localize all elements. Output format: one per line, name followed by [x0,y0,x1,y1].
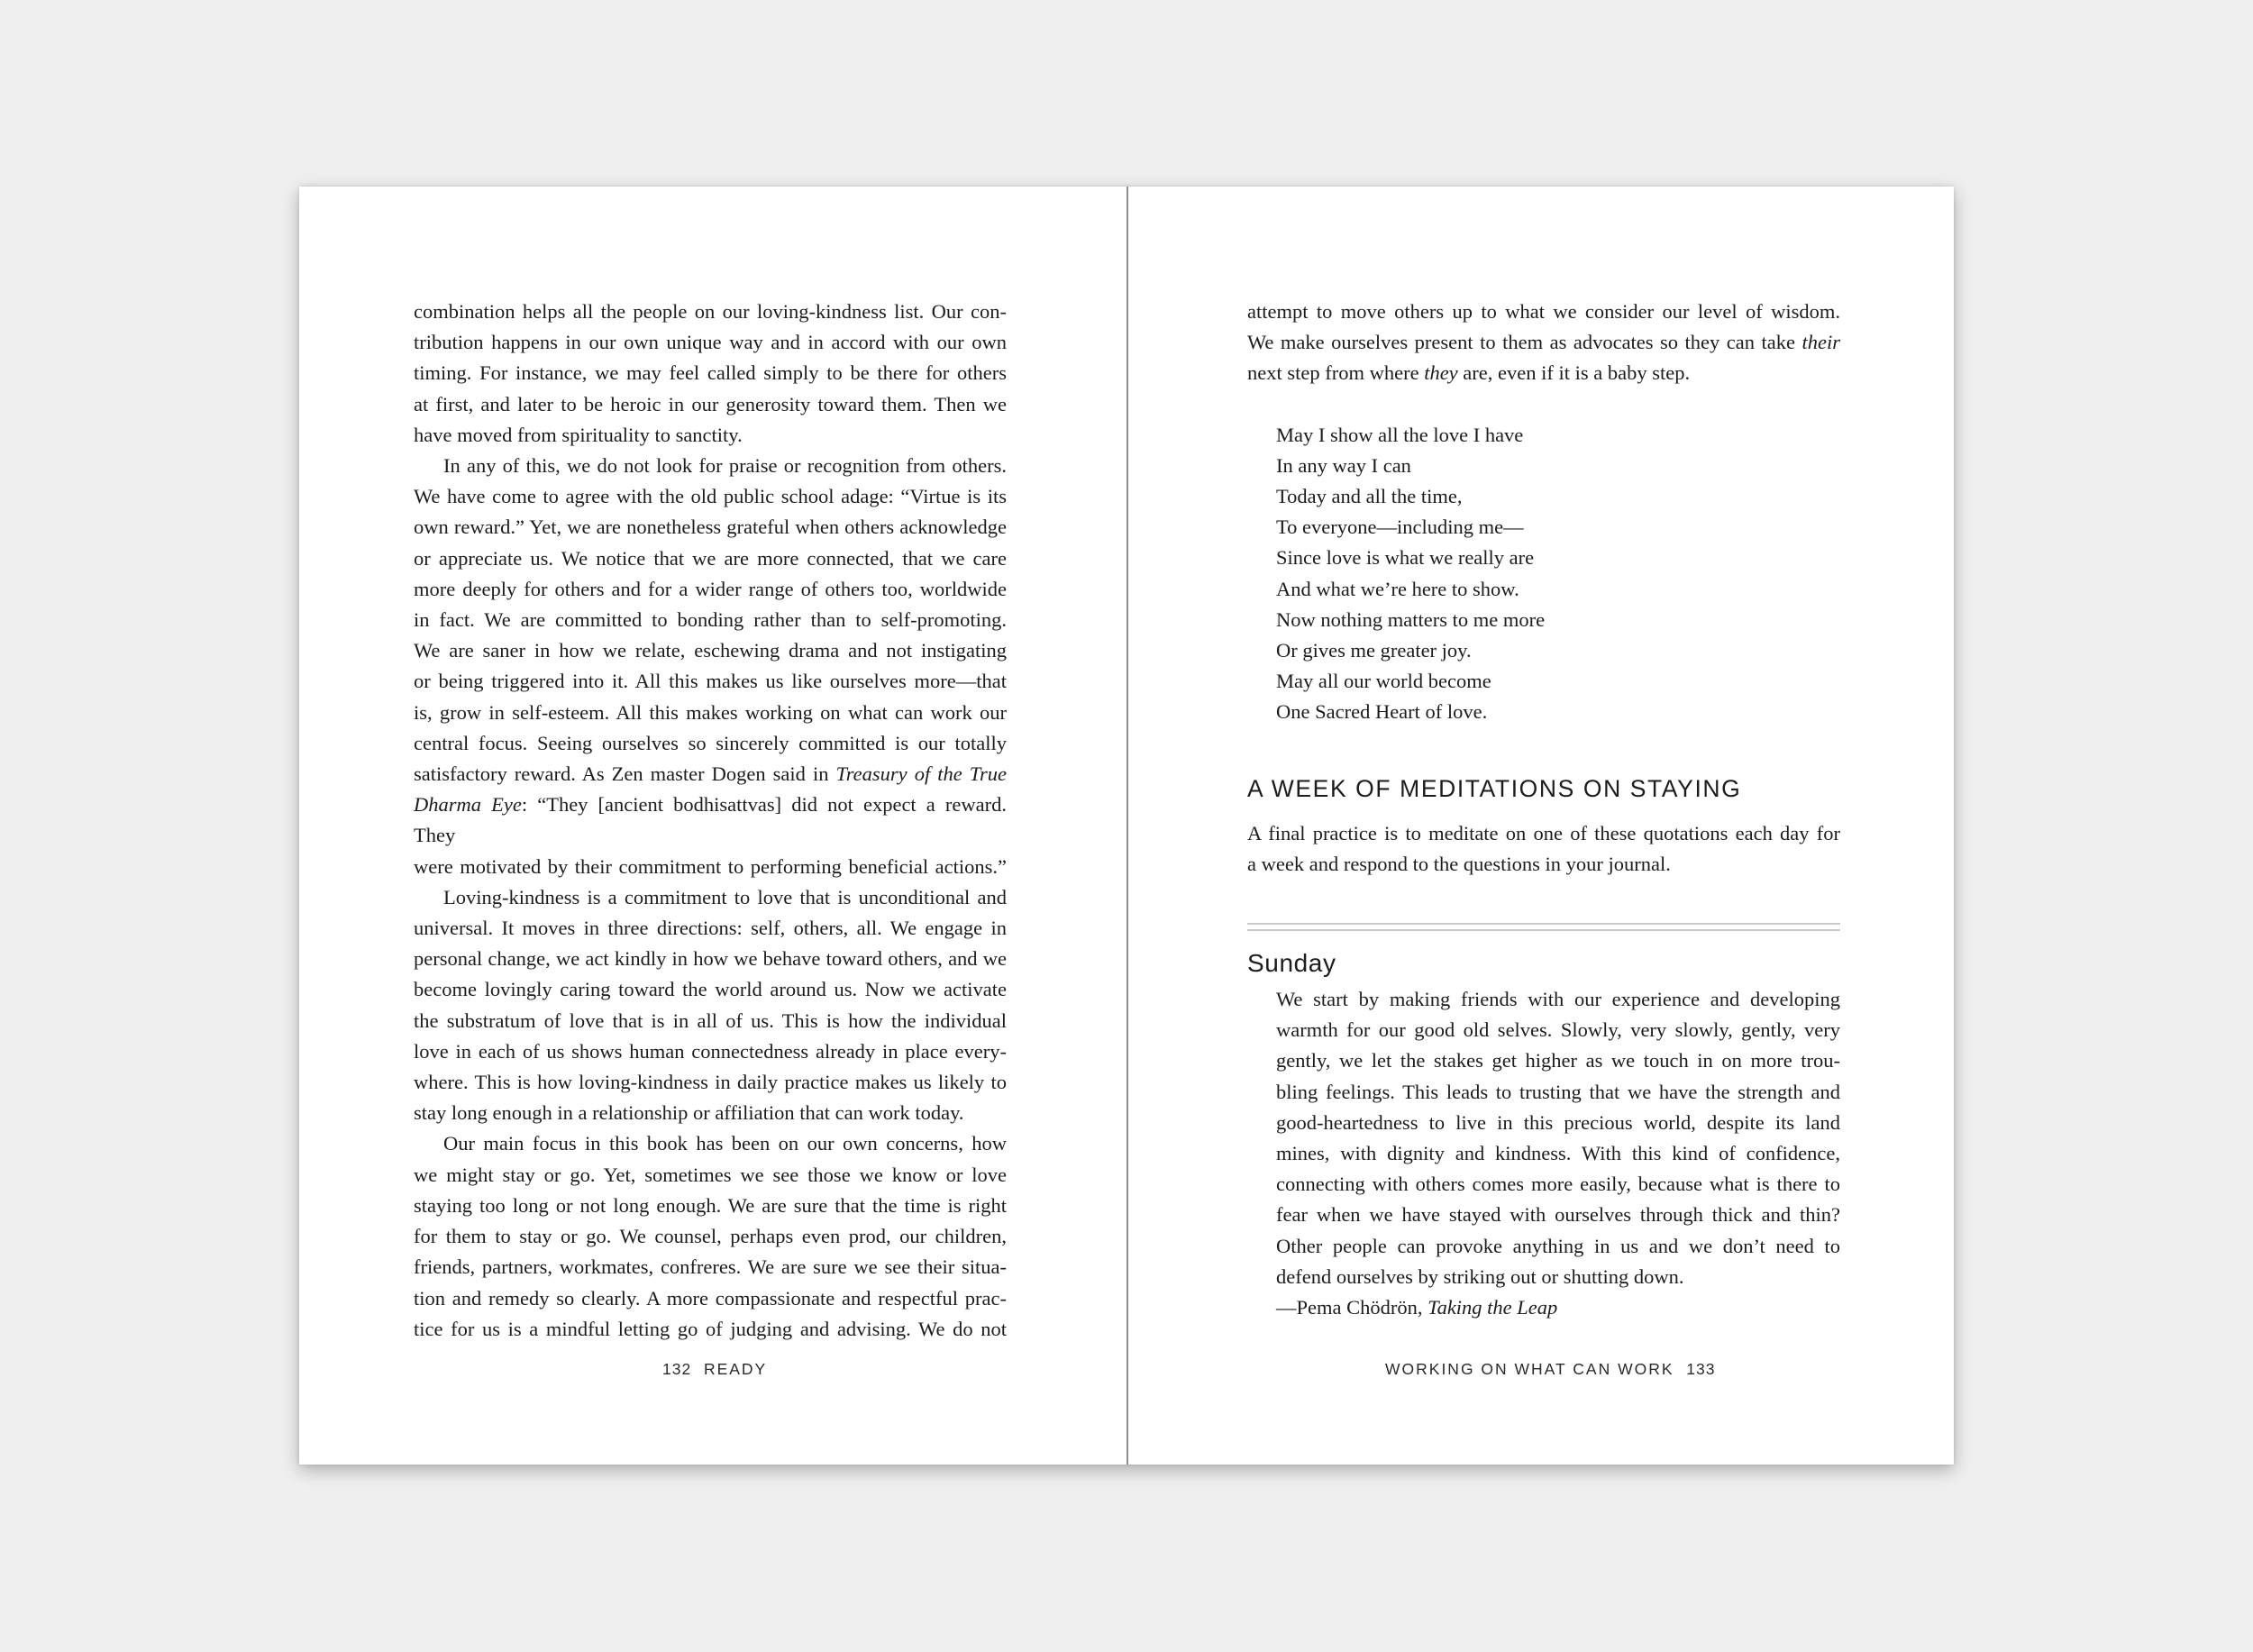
text-line: is, grow in self-esteem. All this makes working on what can work our [414,700,1007,724]
book-title: Treasury of the True [835,762,1008,786]
subheading-sunday: Sunday [1247,949,1336,978]
text-line: universal. It moves in three directions: self, others, all. We engage in [414,917,1007,940]
text-line [414,759,1007,789]
text-line: tion and remedy so clearly. A more compassionate and respectful prac- [414,1286,1007,1310]
text-line: a week and respond to the questions in your journal. [1247,852,1671,875]
text-line: for them to stay or go. We counsel, perhaps even prod, our children, [414,1225,1007,1248]
text-run: next step from where [1247,361,1425,385]
running-head: WORKING ON WHAT CAN WORK [1385,1360,1674,1378]
text-line: We are saner in how we relate, eschewing drama and not instigating [414,639,1007,662]
text-line: gently, we let the stakes get higher as we touch in on more trou- [1276,1049,1840,1072]
poem-line: Since love is what we really are [1276,546,1535,570]
text-line [1247,358,1840,388]
text-run: are, even if it is a baby step. [1457,361,1691,385]
left-folio [662,1360,767,1379]
text-line: Loving-kindness is a commitment to love that is unconditional and [443,885,1007,908]
text-line: more deeply for others and for a wider range of others too, worldwide [414,577,1007,600]
right-page-body [1247,297,1840,1323]
left-page-body [414,297,1007,1345]
poem-line: Today and all the time, [1276,485,1463,508]
text-line: tice for us is a mindful letting go of judging and advising. We do not [414,1317,1007,1340]
text-line: in fact. We are committed to bonding rather than to self-promoting. [414,608,1007,632]
poem [1276,420,1840,728]
poem-line: Or gives me greater joy. [1276,639,1472,662]
page-number: 133 [1686,1360,1716,1378]
book-title: Dharma Eye [414,793,522,817]
block-quote [1276,984,1840,1292]
poem-line: And what we’re here to show. [1276,577,1519,600]
text-line: at first, and later to be heroic in our generosity toward them. Then we [414,392,1007,415]
text-line: we might stay or go. Yet, sometimes we see those we know or love [414,1163,1007,1186]
paragraph-1 [414,297,1007,451]
text-line: fear when we have stayed with ourselves through thick and thin? [1276,1203,1840,1227]
text-line: friends, partners, workmates, confreres. We are sure we see their situa- [414,1255,1007,1279]
poem-line: Now nothing matters to me more [1276,607,1546,631]
text-line: warmth for our good old selves. Slowly, very slowly, gently, very [1276,1018,1840,1042]
text-line: become lovingly caring toward the world around us. Now we activate [414,978,1007,1001]
paragraph-2 [414,451,1007,882]
text-line: central focus. Seeing ourselves so sincerely committed is our totally [414,731,1007,754]
text-line: tribution happens in our own unique way and in accord with our own [414,331,1007,354]
paragraph-3 [414,882,1007,1129]
paragraph-4 [414,1128,1007,1344]
text-line: defend ourselves by striking out or shutting down. [1276,1264,1684,1288]
text-line: have moved from spirituality to sanctity. [414,423,743,446]
text-line: staying too long or not long enough. We are sure that the time is right [414,1193,1007,1217]
text-line: We have come to agree with the old public school adage: “Virtue is its [414,485,1007,508]
poem-line: In any way I can [1276,453,1411,477]
attribution-author: —Pema Chödrön, [1276,1296,1428,1319]
text-line: Other people can provoke anything in us and we don’t need to [1276,1234,1840,1257]
section-heading: A WEEK OF MEDITATIONS ON STAYING [1247,774,1742,802]
poem-line: One Sacred Heart of love. [1276,700,1488,724]
double-rule [1247,923,1840,931]
text-line: In any of this, we do not look for praise or recognition from others. [443,454,1007,478]
text-run: : “They [ancient bodhisattvas] did not expect a reward. They [414,793,1007,847]
text-line [414,789,1007,851]
emphasis: they [1424,361,1458,385]
text-line [1247,327,1840,358]
text-line: own reward.” Yet, we are nonetheless grateful when others acknowledge [414,516,1007,539]
quote-attribution [1276,1292,1840,1323]
text-line: connecting with others comes more easily, because what is there to [1276,1173,1840,1196]
poem-line: May all our world become [1276,670,1491,693]
text-line: bling feelings. This leads to trusting that we have the strength and [1276,1080,1840,1103]
text-line: or appreciate us. We notice that we are more connected, that we care [414,546,1007,570]
attribution-title: Taking the Leap [1428,1296,1558,1319]
text-line: We start by making friends with our experience and developing [1276,988,1840,1011]
text-line: mines, with dignity and kindness. With this kind of confidence, [1276,1142,1840,1165]
section-intro [1247,818,1840,880]
book-spread [299,187,1954,1465]
right-folio [1385,1360,1715,1379]
text-run: We make ourselves present to them as advocates so they can take [1247,331,1802,354]
text-line: good-heartedness to live in this precious world, despite its land [1276,1110,1840,1134]
text-run: satisfactory reward. As Zen master Dogen said in [414,762,836,786]
gutter-line [1126,187,1128,1465]
text-line: the substratum of love that is in all of us. This is how the individual [414,1009,1007,1032]
text-line: love in each of us shows human connectedness already in place every- [414,1039,1007,1063]
text-line: stay long enough in a relationship or affiliation that can work today. [414,1101,964,1125]
intro-paragraph [1247,297,1840,389]
text-line: were motivated by their commitment to performing beneficial actions.” [414,854,1007,878]
text-line: attempt to move others up to what we consider our level of wisdom. [1247,300,1840,323]
text-line: Our main focus in this book has been on our own concerns, how [443,1132,1007,1155]
text-line: personal change, we act kindly in how we behave toward others, and we [414,947,1007,971]
text-line: timing. For instance, we may feel called simply to be there for others [414,361,1007,385]
text-line: A final practice is to meditate on one of these quotations each day for [1247,821,1840,844]
text-line: where. This is how loving-kindness in daily practice makes us likely to [414,1071,1007,1094]
emphasis: their [1801,331,1840,354]
poem-line: To everyone—including me— [1276,516,1524,539]
running-head: READY [703,1360,768,1378]
page-number: 132 [662,1360,692,1378]
text-line: combination helps all the people on our loving-kindness list. Our con- [414,300,1007,323]
poem-line: May I show all the love I have [1276,423,1524,446]
text-line: or being triggered into it. All this makes us like ourselves more—that [414,670,1007,693]
